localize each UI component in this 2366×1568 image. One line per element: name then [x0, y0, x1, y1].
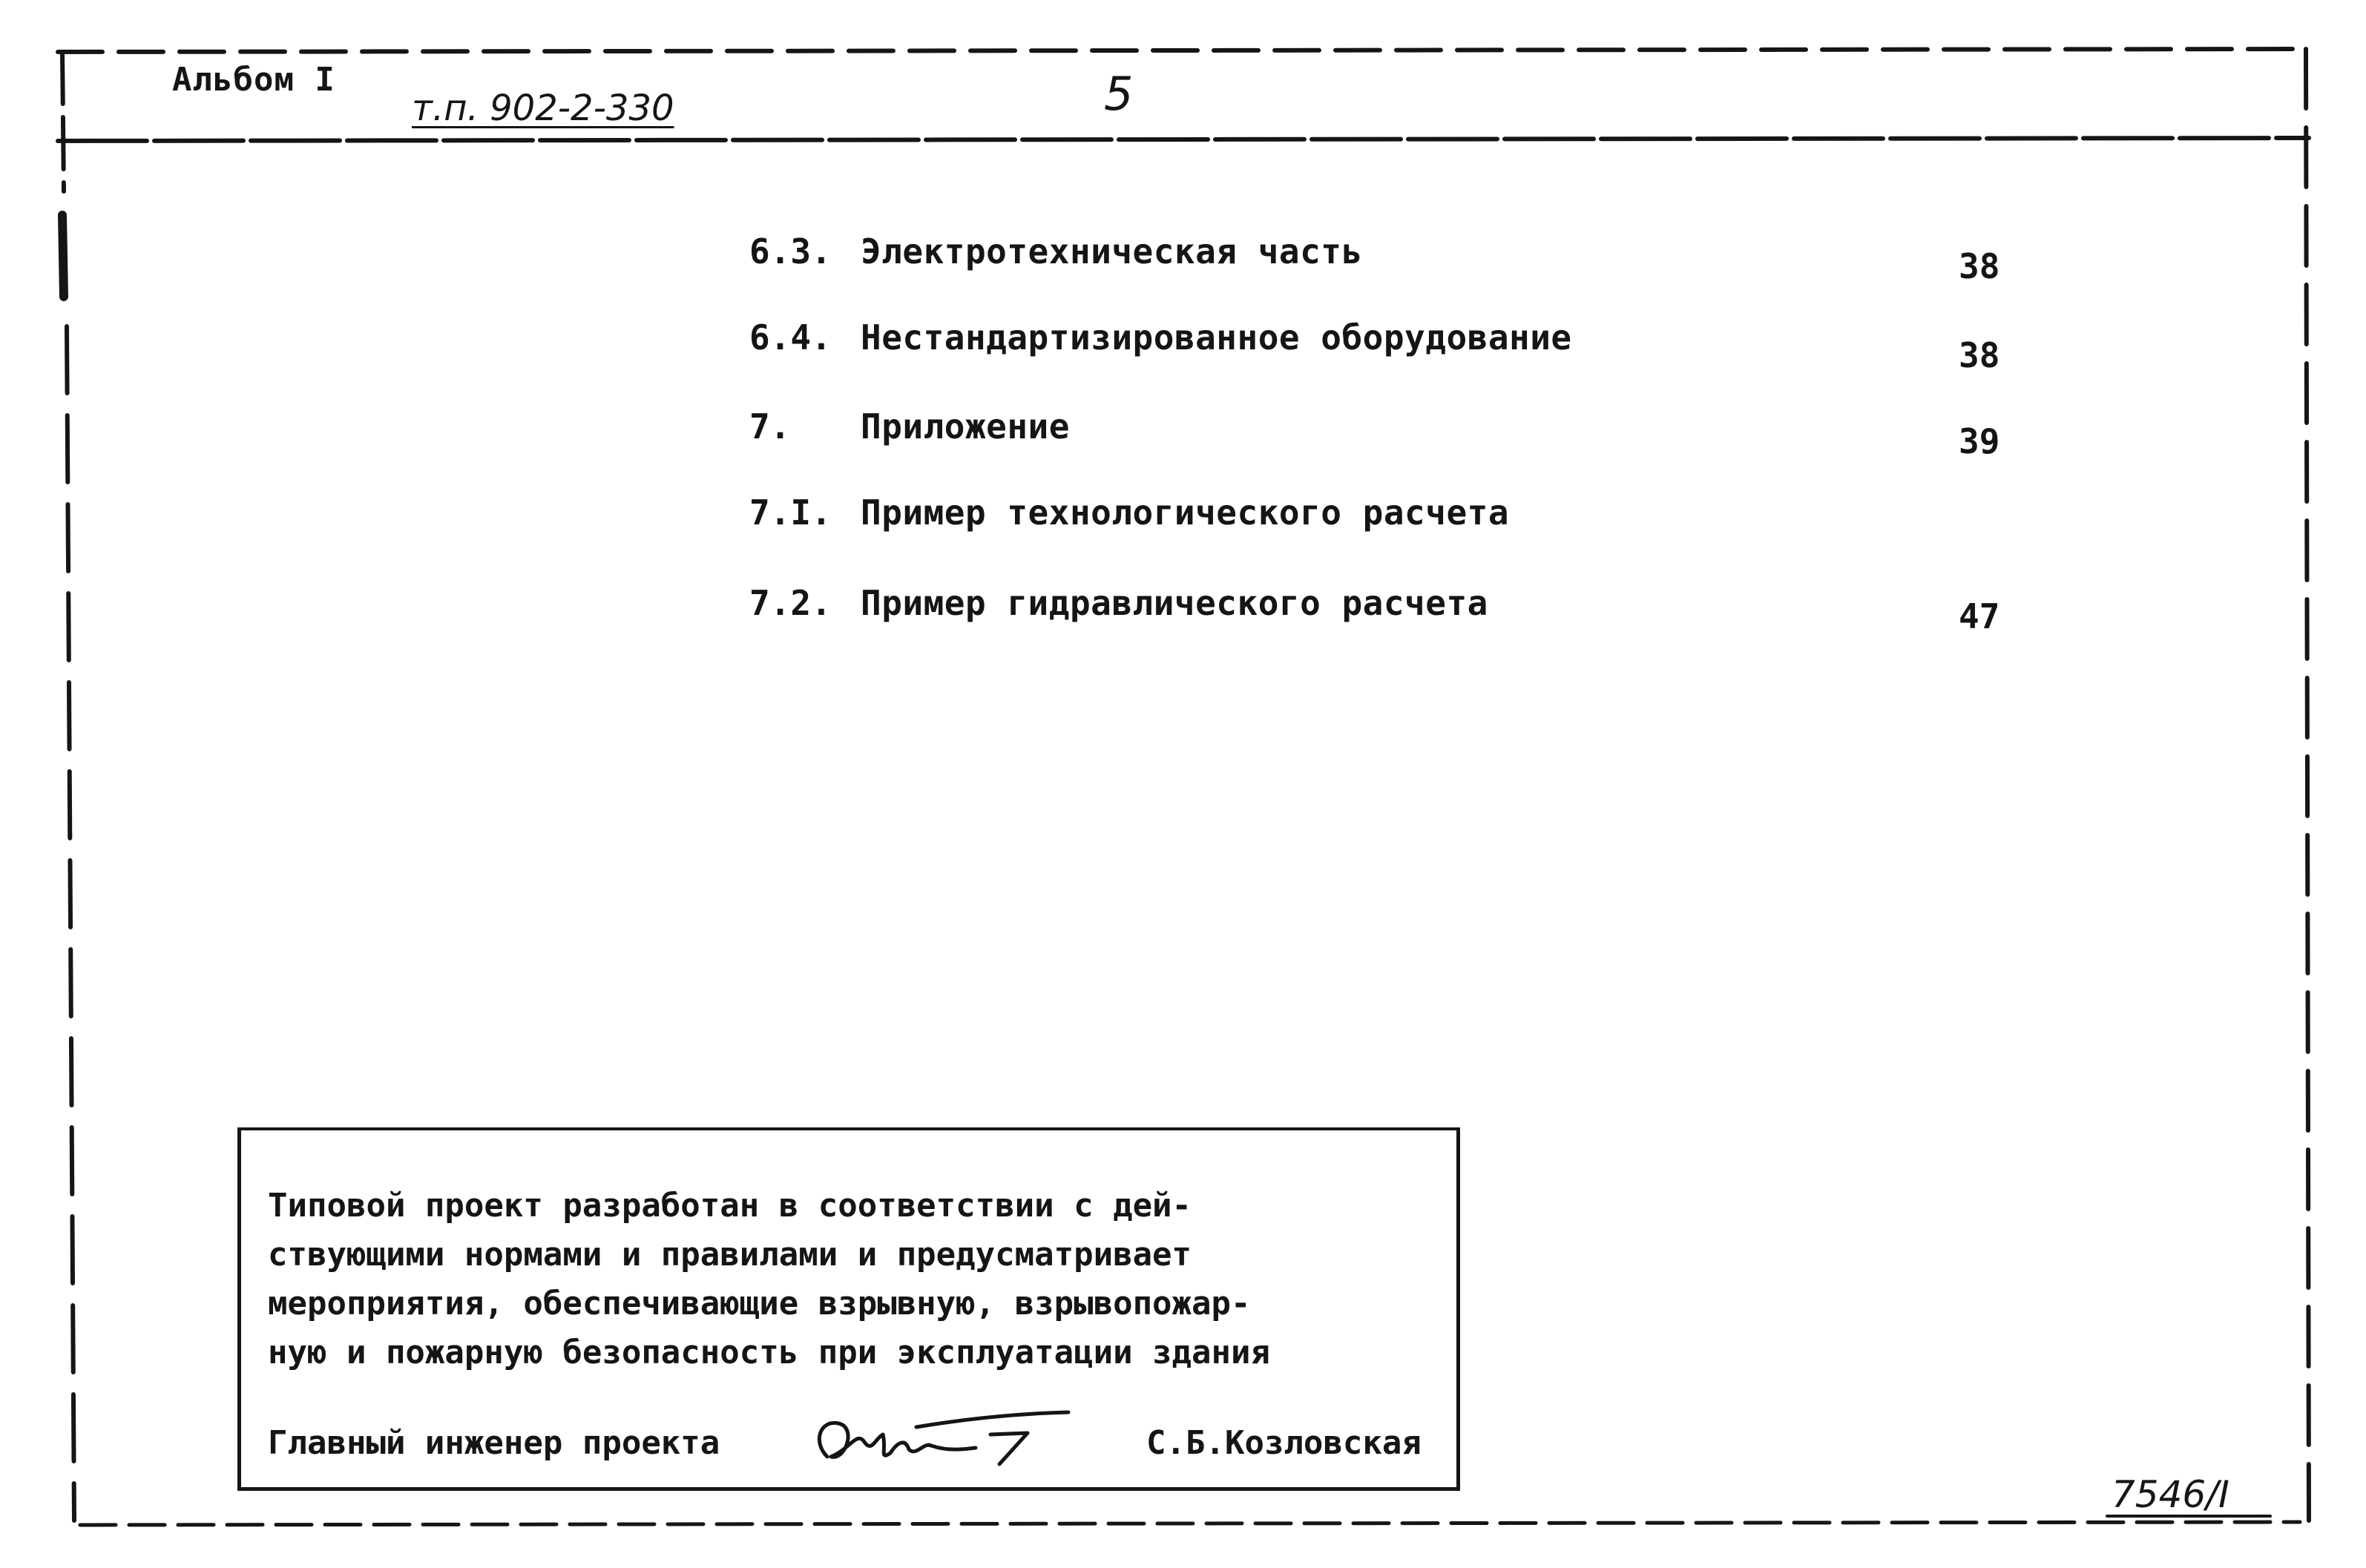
toc-item-number: 7.I.	[749, 493, 832, 533]
toc-item-title: Электротехническая часть	[861, 231, 1363, 271]
toc-row	[0, 493, 2366, 544]
note-line: мероприятия, обеспечивающие взрывную, взрывопожар-	[268, 1285, 1251, 1322]
toc-row	[0, 406, 2366, 461]
page-number: 5	[1104, 67, 1134, 121]
toc-item-page: 39	[1959, 421, 2000, 461]
chief-engineer-name: С.Б.Козловская	[1146, 1424, 1422, 1462]
project-code: т.п. 902-2-330	[412, 88, 674, 129]
toc-item-number: 6.3.	[749, 231, 832, 271]
note-line: ствующими нормами и правилами и предусматривает	[268, 1236, 1192, 1274]
toc-item-page: 47	[1959, 596, 2000, 636]
signature-image	[805, 1397, 1072, 1479]
toc-row	[0, 231, 2366, 286]
toc-item-title: Пример технологического расчета	[861, 493, 1510, 533]
toc-row	[0, 583, 2366, 635]
archive-number: 7546/I	[2112, 1473, 2229, 1516]
note-line: ную и пожарную безопасность при эксплуатации здания	[268, 1334, 1271, 1371]
toc-row	[0, 317, 2366, 375]
toc-item-title: Приложение	[861, 406, 1070, 447]
compliance-note-box	[237, 1127, 1460, 1491]
toc-item-page: 38	[1959, 335, 2000, 375]
note-line: Типовой проект разработан в соответствии с дей-	[268, 1187, 1192, 1225]
toc-item-number: 7.	[749, 406, 791, 447]
toc-item-page: 38	[1959, 246, 2000, 286]
chief-engineer-label: Главный инженер проекта	[268, 1424, 720, 1462]
album-label: Альбом I	[172, 61, 335, 99]
toc-item-title: Пример гидравлического расчета	[861, 583, 1488, 623]
toc-item-title: Нестандартизированное оборудование	[861, 317, 1572, 358]
toc-item-number: 6.4.	[749, 317, 832, 358]
toc-item-number: 7.2.	[749, 583, 832, 623]
